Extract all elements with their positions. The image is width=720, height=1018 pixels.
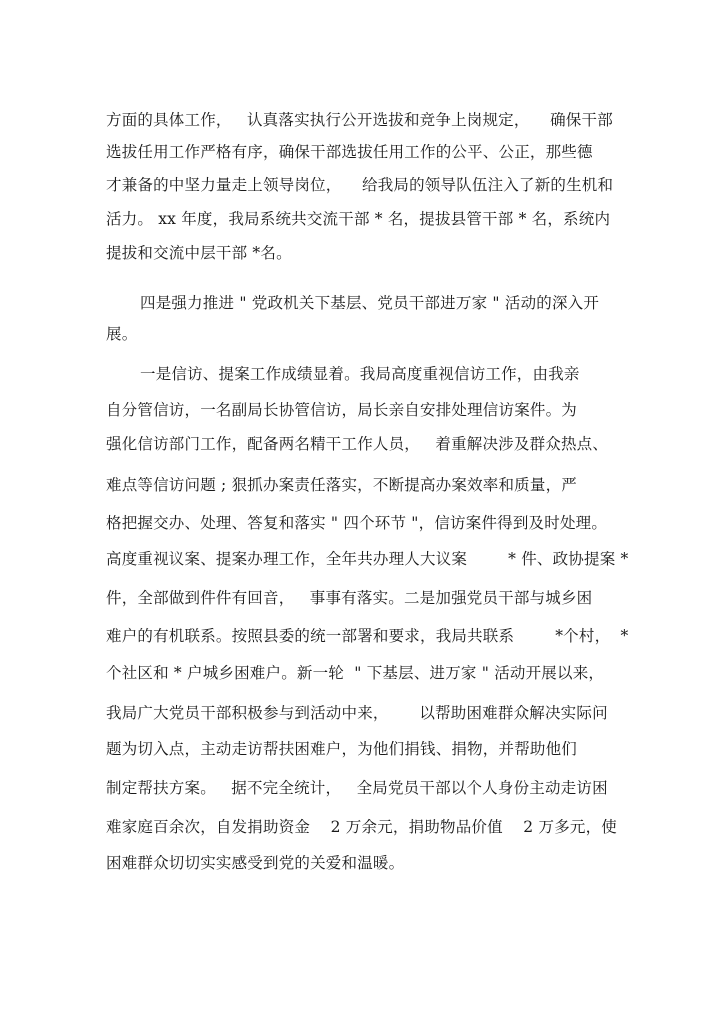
text-line: 题为切入点，主动走访帮扶困难户，为他们捐钱、捐物，并帮助他们 xyxy=(106,740,578,758)
text-line: 方面的具体工作， 认真落实执行公开选拔和竞争上岗规定， 确保干部 xyxy=(106,111,613,129)
text-line: 我局广大党员干部积极参与到活动中来， 以帮助困难群众解决实际问 xyxy=(106,704,608,722)
text-line: 件，全部做到件件有回音， 事事有落实。二是加强党员干部与城乡困 xyxy=(106,589,593,607)
text-line: 展。 xyxy=(106,325,138,343)
text-line: 高度重视议案、提案办理工作，全年共办理人大议案 * 件、政协提案 * xyxy=(106,550,629,568)
text-line: 活力。 xx 年度，我局系统共交流干部 * 名，提拔县管干部 * 名，系统内 xyxy=(106,210,611,228)
text-line: 自分管信访，一名副局长协管信访，局长亲自安排处理信访案件。为 xyxy=(106,401,578,419)
text-line: 选拔任用工作严格有序，确保干部选拔任用工作的公平、公正，那些德 xyxy=(106,143,593,161)
text-line: 难家庭百余次，自发捐助资金 2 万余元，捐助物品价值 2 万多元，使 xyxy=(106,818,617,836)
text-line: 四是强力推进 " 党政机关下基层、党员干部进万家 " 活动的深入开 xyxy=(140,294,600,312)
text-line: 格把握交办、处理、答复和落实 " 四个环节 "，信访案件得到及时处理。 xyxy=(106,514,608,532)
text-line: 才兼备的中坚力量走上领导岗位， 给我局的领导队伍注入了新的生机和 xyxy=(106,176,614,194)
text-line: 强化信访部门工作，配备两名精干工作人员， 着重解决涉及群众热点、 xyxy=(106,435,609,453)
text-line: 难点等信访问题 ; 狠抓办案责任落实，不断提高办案效率和质量，严 xyxy=(106,476,577,494)
text-line: 提拔和交流中层干部 *名。 xyxy=(106,244,292,262)
text-line: 困难群众切切实实感受到党的关爱和温暖。 xyxy=(106,854,405,872)
text-line: 个社区和 * 户城乡困难户。新一轮 " 下基层、进万家 " 活动开展以来， xyxy=(106,664,605,682)
text-line: 制定帮扶方案。 据不完全统计， 全局党员干部以个人身份主动走访困 xyxy=(106,779,608,797)
text-line: 一是信访、提案工作成绩显着。我局高度重视信访工作，由我亲 xyxy=(140,365,580,383)
text-line: 难户的有机联系。按照县委的统一部署和要求，我局共联系 *个村， * xyxy=(106,627,629,645)
